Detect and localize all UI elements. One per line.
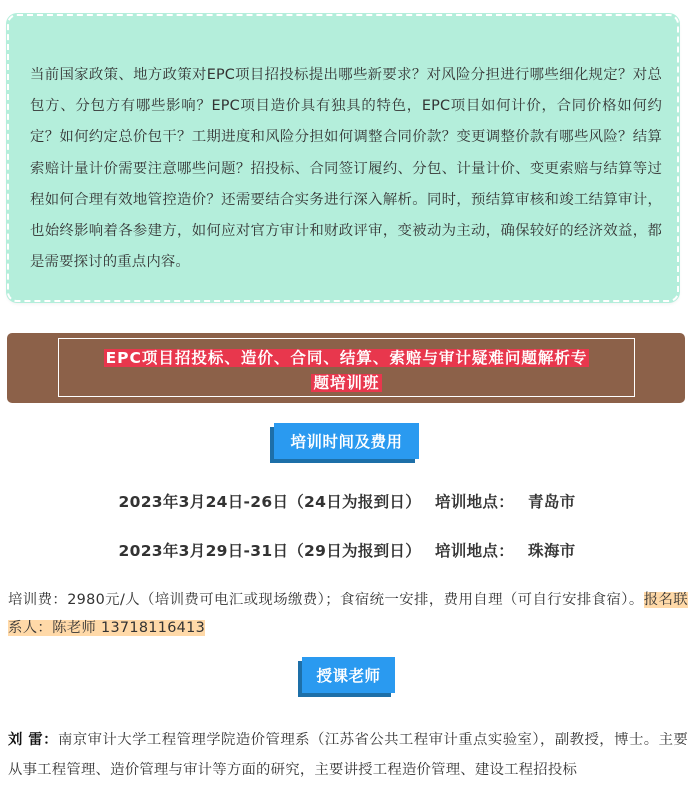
contact-info: 报名联系人：陈老师 13718116413 <box>8 592 688 636</box>
intro-paragraph: 当前国家政策、地方政策对EPC项目招投标提出哪些新要求？对风险分担进行哪些细化规定？对总包方、分包方有哪些影响？EPC项目造价具有独具的特色，EPC项目如何计价，合同价格如何约定？如何约定总价包干？工期进度和风险分担如何调整合同价款？变更调整价款有哪些风险？结算索赔计量计价需要注意哪些问题？招投标、合同签订履约、分包、计量计价、变更索赔与结算等过程如何合理有效地管控造价？还需要结合实务进行深入解析。同时，预结算审核和竣工结算审计，也始终影响着各参建方，如何应对官方审计和财政评审，变被动为主动，确保较好的经济效益，都是需要探讨的重点内容。 <box>30 67 662 271</box>
course-title-banner <box>7 333 685 403</box>
session-city: 珠海市 <box>528 542 576 560</box>
session-place-label: 培训地点： <box>435 542 515 560</box>
fee-text: 培训费：2980元/人（培训费可电汇或现场缴费）；食宿统一安排，费用自理（可自行安排食宿）。 <box>8 592 644 608</box>
section-tag-label: 授课老师 <box>302 657 395 693</box>
teacher-name: 刘 雷： <box>8 732 58 748</box>
session-qingdao <box>0 490 694 512</box>
course-title-frame <box>58 338 635 397</box>
course-title-line-1: EPC项目招投标、造价、合同、结算、索赔与审计疑难问题解析专 <box>105 349 588 367</box>
section-tag-teacher <box>302 657 395 693</box>
session-place-label: 培训地点： <box>435 493 515 511</box>
teacher-bio: 南京审计大学工程管理学院造价管理系（江苏省公共工程审计重点实验室），副教授，博士。主要从事工程管理、造价管理与审计等方面的研究，主要讲授工程造价管理、建设工程招投标 <box>8 732 689 778</box>
course-title <box>59 346 634 396</box>
course-title-line-2: 题培训班 <box>313 374 380 392</box>
session-zhuhai <box>0 539 694 561</box>
session-dates: 2023年3月24日-26日（24日为报到日） <box>118 493 422 511</box>
fee-paragraph <box>8 586 688 642</box>
section-tag-label: 培训时间及费用 <box>274 423 419 459</box>
session-city: 青岛市 <box>528 493 576 511</box>
session-dates: 2023年3月29日-31日（29日为报到日） <box>118 542 422 560</box>
teacher-bio-paragraph <box>8 725 688 785</box>
intro-box <box>7 14 679 302</box>
section-tag-time-fee <box>274 423 419 459</box>
